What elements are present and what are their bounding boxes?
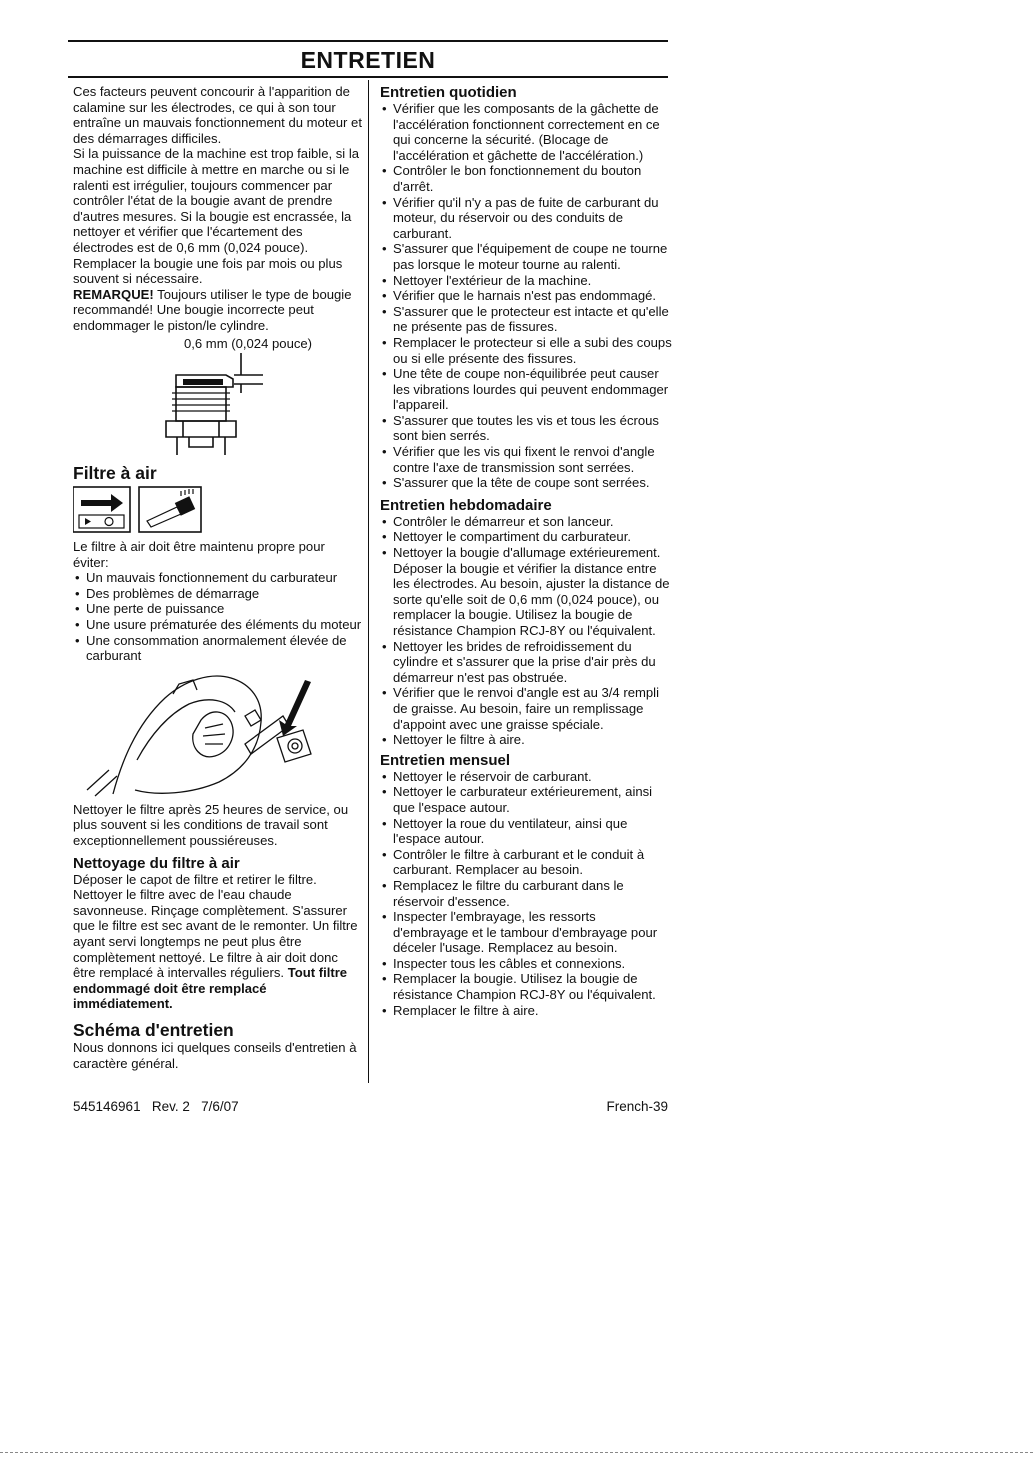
weekly-heading: Entretien hebdomadaire bbox=[380, 496, 552, 514]
clean-text: Déposer le capot de filtre et retirer le filtre. Nettoyer le filtre avec de l'eau chaude savonneuse. Rinçage complètement. S'assurer que le filtre est sec avant de le remonter. Un filtre ayant servi longtemps ne peut plus être complètement nettoyé. Le filtre à air doit donc être remplacé à intervalles réguliers. bbox=[73, 871, 358, 981]
list-item: • Nettoyer le réservoir de carburant. bbox=[380, 769, 672, 785]
list-item: • Remplacez le filtre du carburant dans le réservoir d'essence. bbox=[380, 878, 672, 909]
list-item: • Vérifier que les composants de la gâchette de l'accélération fonctionnent correctement en ce qui concerne la sécurité. (Blocage de l'accélération et gâchette de l'accélération.) bbox=[380, 101, 672, 163]
list-item: • Vérifier qu'il n'y a pas de fuite de carburant du moteur, du réservoir ou des conduits de carburant. bbox=[380, 195, 672, 242]
column-divider bbox=[368, 80, 369, 1083]
list-item: • Nettoyer la roue du ventilateur, ainsi que l'espace autour. bbox=[380, 816, 672, 847]
spark-plug-paragraph: Si la puissance de la machine est trop faible, si la machine est difficile à mettre en marche ou si le ralenti est irrégulier, toujours commencer par contrôler l'état de la bougie avant de prendre d'autres mesures. Si la bougie est encrassée, la nettoyer et vérifier que l'écartement des électrodes est de 0,6 mm (0,024 pouce). Remplacer la bougie une fois par mois ou plus souvent si nécessaire. bbox=[73, 146, 360, 287]
daily-list bbox=[380, 101, 672, 491]
list-item: • Vérifier que le harnais n'est pas endommagé. bbox=[380, 288, 672, 304]
list-item: • Des problèmes de démarrage bbox=[73, 586, 363, 602]
monthly-heading: Entretien mensuel bbox=[380, 751, 511, 769]
list-item: • Vérifier que le renvoi d'angle est au 3/4 rempli de graisse. Au besoin, faire un remplissage d'appoint avec une graisse spéciale. bbox=[380, 685, 672, 732]
list-item: • Nettoyer le compartiment du carburateur. bbox=[380, 529, 672, 545]
list-item: • Un mauvais fonctionnement du carburateur bbox=[73, 570, 363, 586]
bottom-rule bbox=[0, 1452, 1033, 1453]
list-item: • Remplacer la bougie. Utilisez la bougie de résistance Champion RCJ-8Y ou l'équivalent. bbox=[380, 971, 672, 1002]
list-item: • Inspecter l'embrayage, les ressorts d'embrayage et le tambour d'embrayage pour déceler l'usage. Remplacez au besoin. bbox=[380, 909, 672, 956]
filter-intro: Le filtre à air doit être maintenu propre pour éviter: bbox=[73, 539, 325, 570]
weekly-list bbox=[380, 514, 672, 748]
list-item: • Remplacer le protecteur si elle a subi des coups ou si elle présente des fissures. bbox=[380, 335, 672, 366]
list-item: • Inspecter tous les câbles et connexions. bbox=[380, 956, 672, 972]
brush-icon bbox=[139, 487, 201, 532]
list-item: • Une perte de puissance bbox=[73, 601, 363, 617]
footer-part-number: 545146961 Rev. 2 7/6/07 bbox=[73, 1099, 239, 1114]
monthly-list bbox=[380, 769, 672, 1019]
clean-note: Nettoyer le filtre après 25 heures de service, ou plus souvent si les conditions de travail sont exceptionnellement poussiéreuses. bbox=[73, 801, 349, 849]
remark-paragraph bbox=[73, 287, 363, 334]
list-item: • Contrôler le démarreur et son lanceur. bbox=[380, 514, 672, 530]
clean-heading: Nettoyage du filtre à air bbox=[73, 854, 240, 872]
schema-text: Nous donnons ici quelques conseils d'entretien à caractère général. bbox=[73, 1039, 357, 1071]
filter-heading: Filtre à air bbox=[73, 463, 157, 484]
list-item: • Nettoyer le filtre à aire. bbox=[380, 732, 672, 748]
spark-plug-illustration bbox=[73, 351, 363, 459]
schema-heading: Schéma d'entretien bbox=[73, 1019, 234, 1040]
list-item: • Une usure prématurée des éléments du moteur bbox=[73, 617, 363, 633]
remark-text: Toujours utiliser le type de bougie recommandé! Une bougie incorrecte peut endommager le piston/le cylindre. bbox=[73, 286, 352, 333]
right-column bbox=[380, 84, 672, 1018]
filter-problems-list bbox=[73, 570, 363, 664]
footer-page-number: French-39 bbox=[606, 1099, 668, 1114]
list-item: • S'assurer que la tête de coupe sont serrées. bbox=[380, 475, 672, 491]
list-item: • Nettoyer la bougie d'allumage extérieurement. Déposer la bougie et vérifier la distance entre les électrodes. Au besoin, ajuster la distance de sorte qu'elle soit de 0,6 mm (0,024 pouce), ou remplacer la bougie. Utilisez la bougie de résistance Champion RCJ-8Y ou l'équivalent. bbox=[380, 545, 672, 639]
header-rule-bottom bbox=[68, 76, 668, 78]
list-item: • S'assurer que le protecteur est intacte et qu'elle ne présente pas de fissures. bbox=[380, 304, 672, 335]
gap-label: 0,6 mm (0,024 pouce) bbox=[183, 335, 313, 351]
list-item: • S'assurer que toutes les vis et tous les écrous sont bien serrés. bbox=[380, 413, 672, 444]
list-item: • Contrôler le filtre à carburant et le conduit à carburant. Remplacer au besoin. bbox=[380, 847, 672, 878]
service-interval-icon bbox=[73, 487, 130, 532]
filter-pictograms bbox=[73, 485, 363, 535]
daily-heading: Entretien quotidien bbox=[380, 84, 517, 101]
left-column bbox=[73, 84, 363, 1071]
list-item: • Vérifier que les vis qui fixent le renvoi d'angle contre l'axe de transmission sont serrées. bbox=[380, 444, 672, 475]
remark-label: REMARQUE! bbox=[73, 286, 154, 302]
page-title: ENTRETIEN bbox=[300, 47, 436, 73]
intro-paragraph: Ces facteurs peuvent concourir à l'apparition de calamine sur les électrodes, ce qui à son tour entraîne un mauvais fonctionnement du moteur et des démarrages difficiles. bbox=[73, 84, 362, 146]
list-item: • Contrôler le bon fonctionnement du bouton d'arrêt. bbox=[380, 163, 672, 194]
header-rule-top bbox=[68, 40, 668, 42]
list-item: • Remplacer le filtre à aire. bbox=[380, 1003, 672, 1019]
air-filter-illustration bbox=[73, 664, 363, 800]
list-item: • Nettoyer le carburateur extérieurement, ainsi que l'espace autour. bbox=[380, 784, 672, 815]
list-item: • Nettoyer les brides de refroidissement du cylindre et s'assurer que la prise d'air près du démarreur n'est pas obstruée. bbox=[380, 639, 672, 686]
clean-paragraph bbox=[73, 872, 363, 1012]
list-item: • Une tête de coupe non-équilibrée peut causer les vibrations lourdes qui peuvent endommager l'appareil. bbox=[380, 366, 672, 413]
list-item: • Une consommation anormalement élevée de carburant bbox=[73, 633, 363, 664]
list-item: • S'assurer que l'équipement de coupe ne tourne pas lorsque le moteur tourne au ralenti. bbox=[380, 241, 672, 272]
clean-bold-text: Tout filtre endommagé doit être remplacé immédiatement. bbox=[73, 965, 348, 1012]
list-item: • Nettoyer l'extérieur de la machine. bbox=[380, 273, 672, 289]
